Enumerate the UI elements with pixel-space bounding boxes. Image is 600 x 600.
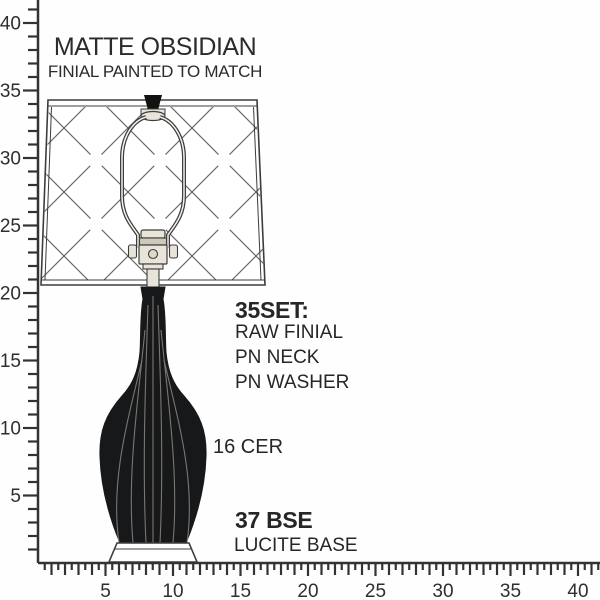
ruler-label: 35 [499,581,522,600]
socket-switch-knob [149,250,158,259]
lamp-neck [147,269,159,288]
ruler-label: 5 [100,581,111,600]
harp-set-detail: PN WASHER [235,372,350,393]
horizontal-ruler [38,563,600,600]
ruler-label: 15 [229,581,252,600]
ruler-label: 30 [432,581,454,600]
lamp-body [100,287,206,543]
ruler-label: 10 [0,418,21,440]
ruler-label: 40 [567,581,589,600]
ruler-label: 40 [0,13,21,35]
ruler-label: 30 [0,148,21,170]
ruler-label: 35 [0,81,21,102]
harp-set-detail: RAW FINIAL [235,322,344,343]
ruler-label: 15 [0,351,21,372]
ruler-label: 10 [162,581,184,600]
ruler-label: 20 [0,283,21,305]
finish-title: MATTE OBSIDIAN [53,33,257,61]
finial-note: FINIAL PAINTED TO MATCH [47,62,263,81]
harp-set-detail: PN NECK [235,347,320,368]
ruler-label: 20 [297,581,319,600]
ruler-label: 25 [364,581,387,600]
base-part-number: 37 BSE [235,507,313,533]
base-material-label: LUCITE BASE [234,535,358,556]
vertical-ruler [0,0,38,563]
ruler-label: 25 [0,216,21,237]
ruler-label: 5 [10,486,21,507]
body-part-number: 16 CER [213,436,284,458]
harp-set-part-number: 35SET: [235,297,309,323]
lucite-base [109,543,197,562]
